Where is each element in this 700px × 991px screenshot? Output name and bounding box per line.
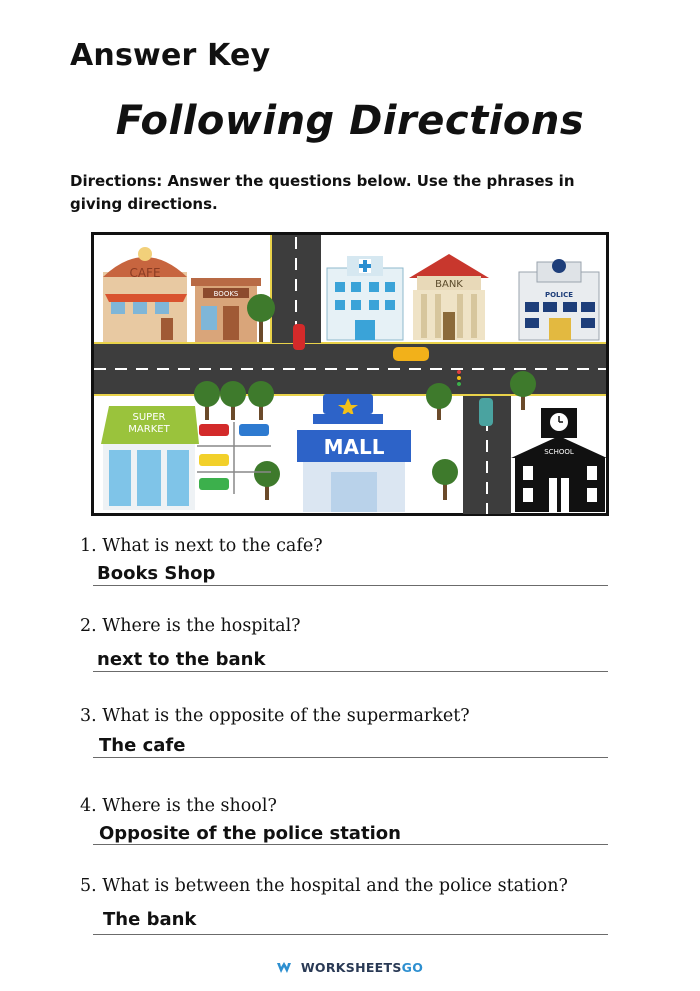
question-2: 2. Where is the hospital?: [80, 616, 301, 636]
footer-brand-text: [301, 960, 423, 975]
answer-2: next to the bank: [97, 649, 266, 670]
worksheetsgo-logo-icon: [277, 962, 295, 974]
answer-line-1: [93, 585, 608, 586]
question-5: 5. What is between the hospital and the police station?: [80, 876, 568, 896]
teal-car: [479, 398, 493, 426]
supermarket-label-2: MARKET: [128, 424, 170, 435]
footer-brand: [0, 960, 700, 975]
answer-3: The cafe: [99, 735, 186, 756]
question-1: 1. What is next to the cafe?: [80, 536, 323, 556]
answer-line-5: [93, 934, 608, 935]
police-label: POLICE: [544, 291, 574, 299]
bank-label: BANK: [435, 279, 463, 290]
answer-line-4: [93, 844, 608, 845]
supermarket-building: [101, 406, 199, 510]
red-car: [293, 324, 305, 350]
answer-line-2: [93, 671, 608, 672]
supermarket-label-1: SUPER: [132, 412, 166, 423]
hospital-building: [327, 256, 403, 340]
mall-label: MALL: [323, 435, 385, 459]
question-4: 4. Where is the shool?: [80, 796, 277, 816]
answer-line-3: [93, 757, 608, 758]
yellow-car: [393, 347, 429, 361]
footer-brand-part1: WORKSHEETS: [300, 960, 402, 975]
answer-5: The bank: [103, 909, 197, 930]
question-3: 3. What is the opposite of the supermarket?: [80, 706, 470, 726]
answer-4: Opposite of the police station: [99, 823, 401, 844]
directions-text: Directions: Answer the questions below. Use the phrases in giving directions.: [70, 172, 575, 213]
footer-brand-part2: GO: [401, 960, 424, 975]
answer-key-heading: Answer Key: [70, 38, 271, 73]
town-map-illustration: [91, 232, 609, 516]
school-label: SCHOOL: [544, 448, 574, 456]
cafe-label: CAFE: [129, 266, 161, 280]
books-label: BOOKS: [213, 290, 239, 298]
answer-1: Books Shop: [97, 563, 216, 584]
page-title: Following Directions: [115, 98, 585, 144]
